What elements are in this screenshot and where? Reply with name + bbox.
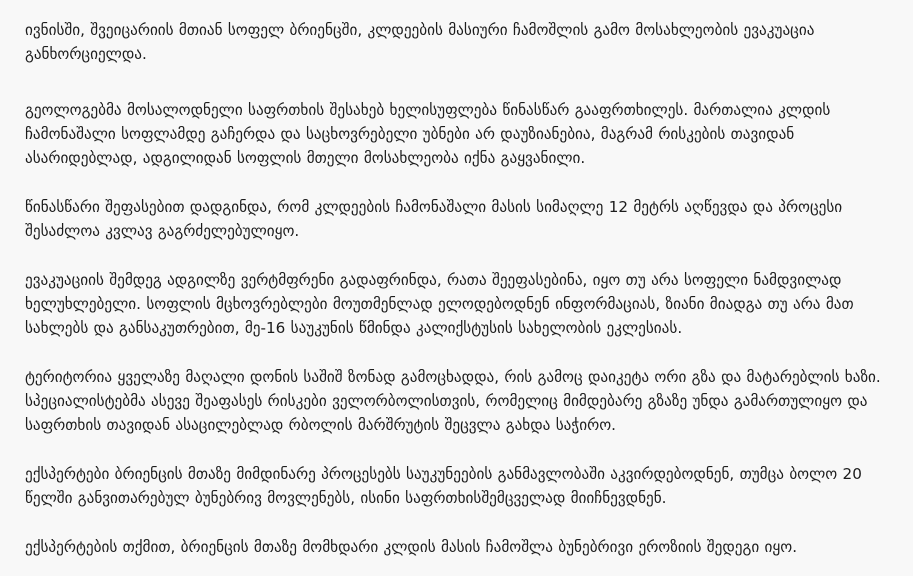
article-paragraph-7: ექსპერტების თქმით, ბრიენცის მთაზე მომხდარი კლდის მასის ჩამოშლა ბუნებრივი ეროზიის შედეგი იყო. (25, 538, 798, 556)
article-paragraph-6: ექსპერტები ბრიენცის მთაზე მიმდინარე პროცესებს საუკუნეების განმავლობაში აკვირდებოდნენ, თუმცა ბოლო 20 წელში განვითარებულ ბუნებრივ მოვლენებს, ისინი საფრთხისშემცველად მიიჩნევდნენ. (25, 465, 862, 507)
article-paragraph-1: ივნისში, შვეიცარიის მთიან სოფელ ბრიენცში, კლდეების მასიური ჩამოშლის გამო მოსახლეობის ევაკუაცია განხორციელდა. (25, 21, 815, 63)
article-paragraph-2: გეოლოგებმა მოსალოდნელი საფრთხის შესახებ ხელისუფლება წინასწარ გააფრთხილეს. მართალია კლდის ჩამონაშალი სოფლამდე გაჩერდა და საცხოვრებელი უბნები არ დაუზიანებია, მაგრამ რისკების თავიდან ასარიდებლად, ადგილიდან სოფლის მთელი მოსახლეობა იქნა გაყვანილი. (25, 101, 831, 167)
article-paragraph-3: წინასწარი შეფასებით დადგინდა, რომ კლდეების ჩამონაშალი მასის სიმაღლე 12 მეტრს აღწევდა და პროცესი შესაძლოა კვლავ გაგრძელებულიყო. (25, 198, 843, 240)
article-paragraph-5: ტერიტორია ყველაზე მაღალი დონის საშიშ ზონად გამოცხადდა, რის გამოც დაიკეტა ორი გზა და მატარებლის ხაზი. სპეციალისტებმა ასევე შეაფასეს რისკები ველორბოლისთვის, რომელიც მიმდებარე გზაზე უნდა გამართულიყო და საფრთხის თავიდან ასაცილებლად რბოლის მარშრუტის შეცვლა გახდა საჭირო. (25, 368, 881, 434)
article-paragraph-4: ევაკუაციის შემდეგ ადგილზე ვერტმფრენი გადაფრინდა, რათა შეეფასებინა, იყო თუ არა სოფელი ნამდვილად ხელუხლებელი. სოფლის მცხოვრებლები მოუთმენლად ელოდებოდნენ ინფორმაციას, ზიანი მიადგა თუ არა მათ სახლებს და განსაკუთრებით, მე-16 საუკუნის წმინდა კალიქსტუსის სახელობის ეკლესიას. (25, 271, 854, 337)
